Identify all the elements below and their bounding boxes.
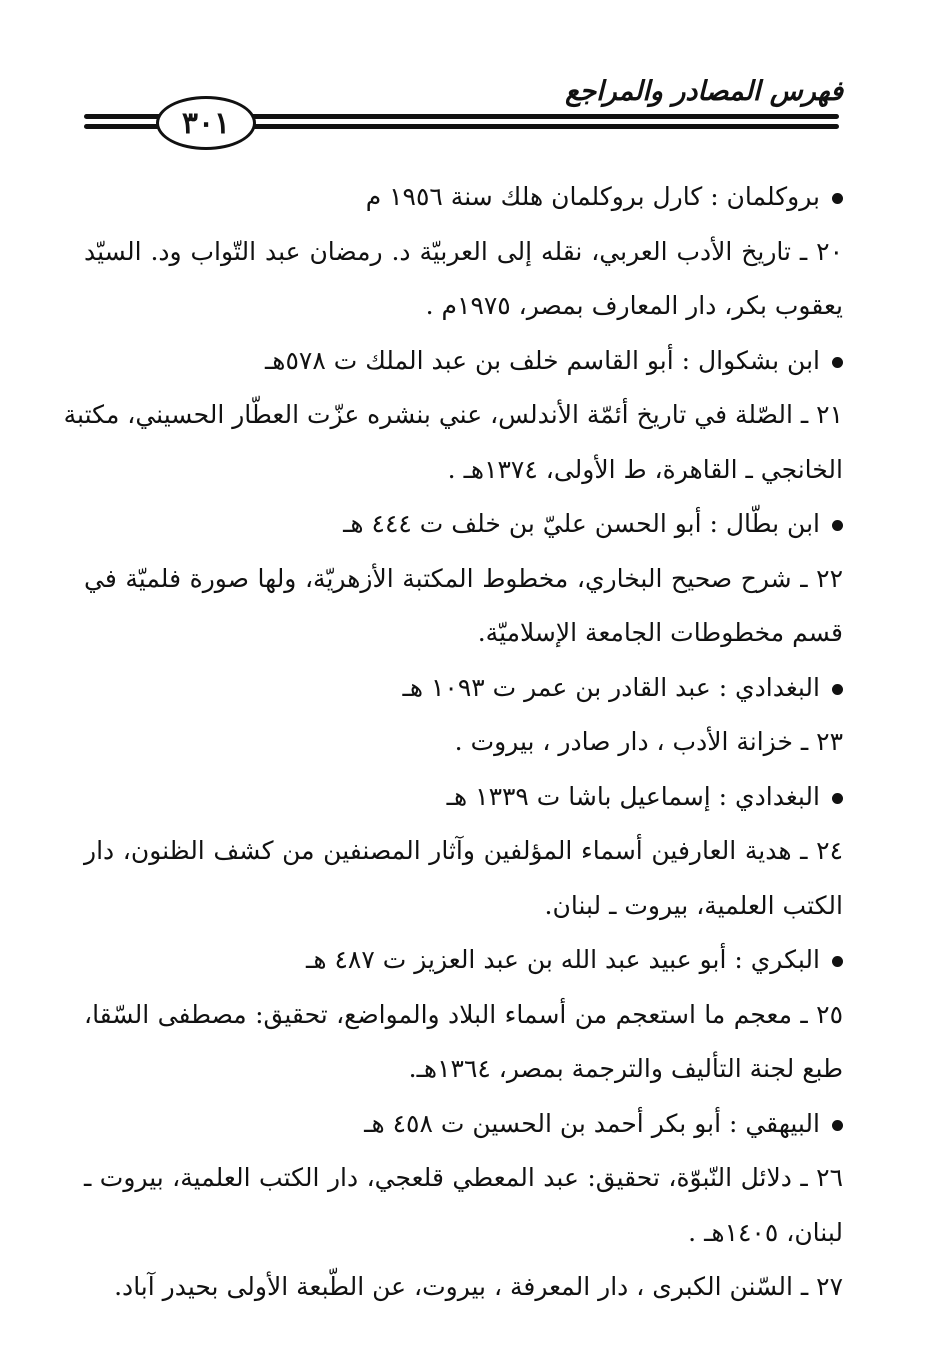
line-text: ٢٧ ـ السّنن الكبرى ، دار المعرفة ، بيروت، عن الطّبعة الأولى بحيدر آباد. (114, 1272, 843, 1301)
line-text: الخانجي ـ القاهرة، ط الأولى، ١٣٧٤هـ . (447, 454, 843, 484)
source-entry-line (84, 992, 843, 1047)
bullet-icon (832, 520, 843, 531)
line-text: يعقوب بكر، دار المعارف بمصر، ١٩٧٥م . (425, 291, 843, 320)
bullet-icon (832, 684, 843, 695)
line-text: ٢٣ ـ خزانة الأدب ، دار صادر ، بيروت . (454, 727, 843, 756)
bullet-icon (832, 357, 843, 368)
line-text: لبنان، ١٤٠٥هـ . (688, 1217, 843, 1247)
line-text: ابن بطّال : أبو الحسن عليّ بن خلف ت ٤٤٤ هـ (343, 509, 820, 538)
line-text: ٢٦ ـ دلائل النّبوّة، تحقيق: عبد المعطي قلعجي، دار الكتب العلمية، بيروت ـ (84, 1163, 843, 1192)
line-text: البيهقي : أبو بكر أحمد بن الحسين ت ٤٥٨ هـ (364, 1108, 820, 1138)
source-entry-line (84, 610, 843, 665)
bullet-icon (832, 193, 843, 204)
author-entry-line (84, 501, 843, 556)
bibliography-list (63, 174, 843, 1319)
line-text: البغدادي : عبد القادر بن عمر ت ١٠٩٣ هـ (402, 672, 820, 702)
author-entry-line (84, 665, 843, 720)
line-text: ٢٢ ـ شرح صحيح البخاري، مخطوط المكتبة الأزهريّة، ولها صورة فلميّة في (84, 563, 843, 593)
source-entry-line (84, 883, 843, 938)
line-text: ابن بشكوال : أبو القاسم خلف بن عبد الملك ت ٥٧٨هـ (264, 345, 820, 375)
line-text: البكري : أبو عبيد عبد الله بن عبد العزيز ت ٤٨٧ هـ (306, 945, 820, 974)
source-entry-line (63, 392, 843, 447)
page-number: ٣٠١ (156, 96, 256, 150)
author-entry-line (84, 338, 843, 393)
author-entry-line (84, 774, 843, 829)
running-header-title: فهرس المصادر والمراجع (565, 76, 843, 107)
bullet-icon (832, 793, 843, 804)
source-entry-line (84, 719, 843, 774)
source-entry-line (84, 283, 843, 338)
source-entry-line (84, 447, 843, 502)
source-entry-line (84, 556, 843, 611)
source-entry-line (84, 1264, 843, 1319)
line-text: بروكلمان : كارل بروكلمان هلك سنة ١٩٥٦ م (365, 182, 820, 211)
line-text: ٢٥ ـ معجم ما استعجم من أسماء البلاد والمواضع، تحقيق: مصطفى السّقا، (84, 999, 843, 1029)
line-text: البغدادي : إسماعيل باشا ت ١٣٣٩ هـ (446, 781, 820, 811)
source-entry-line (84, 1046, 843, 1101)
bullet-icon (832, 1120, 843, 1131)
source-entry-line (84, 229, 843, 284)
source-entry-line (84, 828, 843, 883)
line-text: ٢١ ـ الصّلة في تاريخ أئمّة الأندلس، عني بنشره عزّت العطّار الحسيني، مكتبة (63, 400, 843, 429)
line-text: قسم مخطوطات الجامعة الإسلاميّة. (477, 618, 843, 647)
source-entry-line (84, 1155, 843, 1210)
line-text: ٢٤ ـ هدية العارفين أسماء المؤلفين وآثار المصنفين من كشف الظنون، دار (84, 836, 843, 865)
line-text: ٢٠ ـ تاريخ الأدب العربي، نقله إلى العربيّة د. رمضان عبد التّواب ود. السيّد (84, 236, 843, 266)
author-entry-line (84, 174, 843, 229)
author-entry-line (84, 937, 843, 992)
author-entry-line (84, 1101, 843, 1156)
line-text: الكتب العلمية، بيروت ـ لبنان. (544, 890, 843, 920)
line-text: طبع لجنة التأليف والترجمة بمصر، ١٣٦٤هـ. (408, 1054, 843, 1083)
bullet-icon (832, 956, 843, 967)
source-entry-line (84, 1210, 843, 1265)
